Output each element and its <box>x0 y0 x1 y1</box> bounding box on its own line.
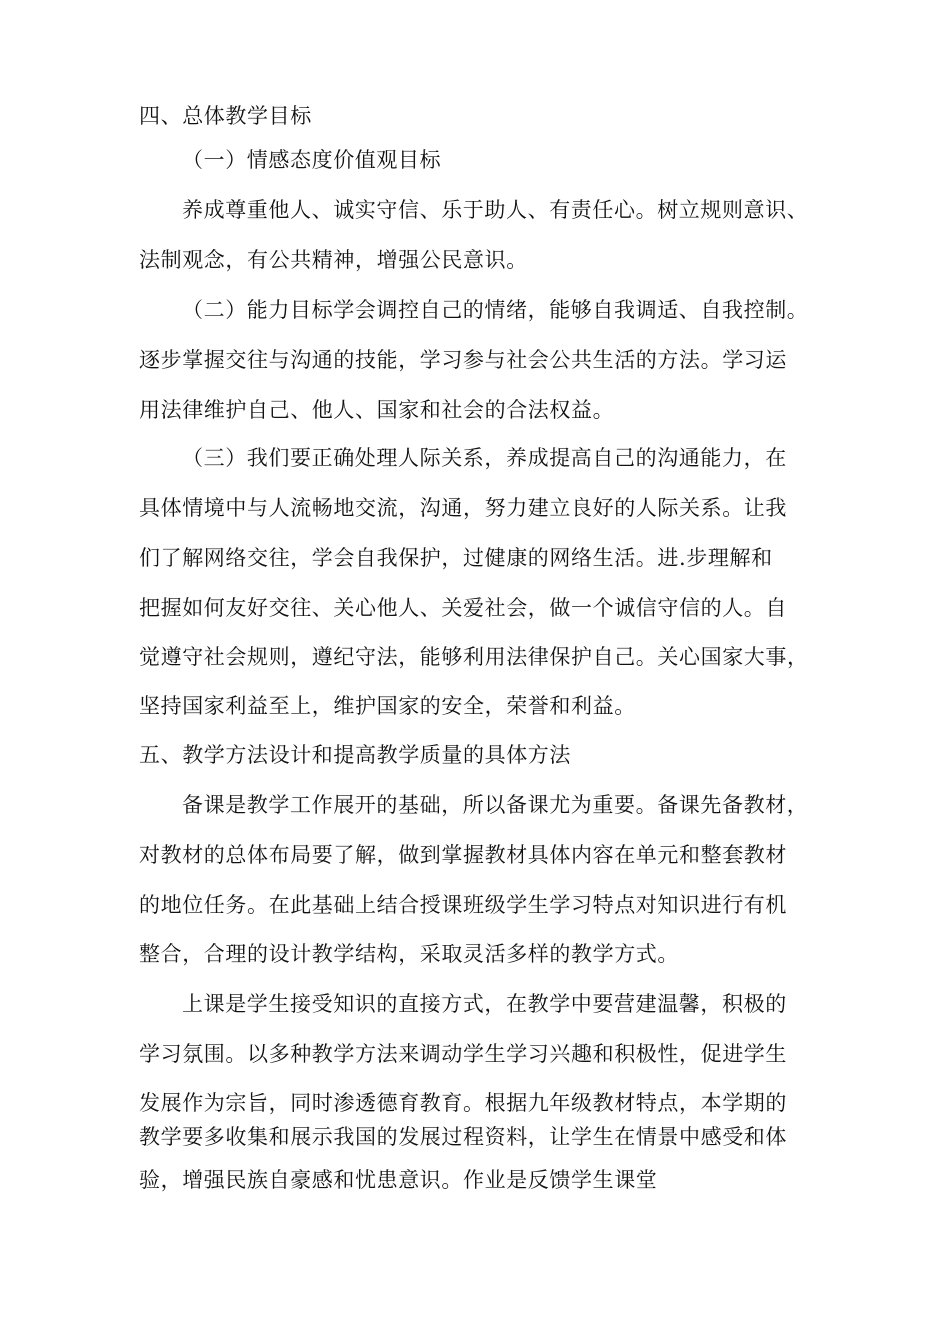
body-line: 们了解网络交往，学会自我保护，过健康的网络生活。进.步理解和 <box>139 546 773 570</box>
subsection-heading: （一）情感态度价值观目标 <box>182 148 442 172</box>
body-line: 发展作为宗旨，同时渗透德育教育。根据九年级教材特点，本学期的 <box>139 1091 787 1115</box>
body-line: 备课是教学工作展开的基础，所以备课尤为重要。备课先备教材， <box>182 793 809 817</box>
body-line: 觉遵守社会规则，遵纪守法，能够利用法律保护自己。关心国家大事， <box>139 645 809 669</box>
body-line: 逐步掌握交往与沟通的技能，学习参与社会公共生活的方法。学习运 <box>139 348 787 372</box>
body-line: （二）能力目标学会调控自己的情绪，能够自我调适、自我控制。 <box>182 298 809 322</box>
body-line: 把握如何友好交往、关心他人、关爱社会，做一个诚信守信的人。自 <box>139 596 787 620</box>
body-line: 法制观念，有公共精神，增强公民意识。 <box>139 248 528 272</box>
body-line: 具体情境中与人流畅地交流，沟通，努力建立良好的人际关系。让我 <box>139 496 787 520</box>
body-line: 上课是学生接受知识的直接方式，在教学中要营建温馨，积极的 <box>182 992 787 1016</box>
body-line: 坚持国家利益至上，维护国家的安全，荣誉和利益。 <box>139 694 636 718</box>
body-line: 教学要多收集和展示我国的发展过程资料，让学生在情景中感受和体 <box>139 1125 787 1149</box>
section-heading: 四、总体教学目标 <box>139 104 312 128</box>
body-line: 验，增强民族自豪感和忧患意识。作业是反馈学生课堂 <box>139 1168 658 1192</box>
body-line: （三）我们要正确处理人际关系，养成提高自己的沟通能力，在 <box>182 446 787 470</box>
body-line: 整合，合理的设计教学结构，采取灵活多样的教学方式。 <box>139 942 679 966</box>
body-line: 学习氛围。以多种教学方法来调动学生学习兴趣和积极性，促进学生 <box>139 1042 787 1066</box>
section-heading: 五、教学方法设计和提高教学质量的具体方法 <box>139 743 571 767</box>
body-line: 养成尊重他人、诚实守信、乐于助人、有责任心。树立规则意识、 <box>182 198 809 222</box>
body-line: 的地位任务。在此基础上结合授课班级学生学习特点对知识进行有机 <box>139 893 787 917</box>
body-line: 用法律维护自己、他人、国家和社会的合法权益。 <box>139 398 615 422</box>
body-line: 对教材的总体布局要了解，做到掌握教材具体内容在单元和整套教材 <box>139 843 787 867</box>
